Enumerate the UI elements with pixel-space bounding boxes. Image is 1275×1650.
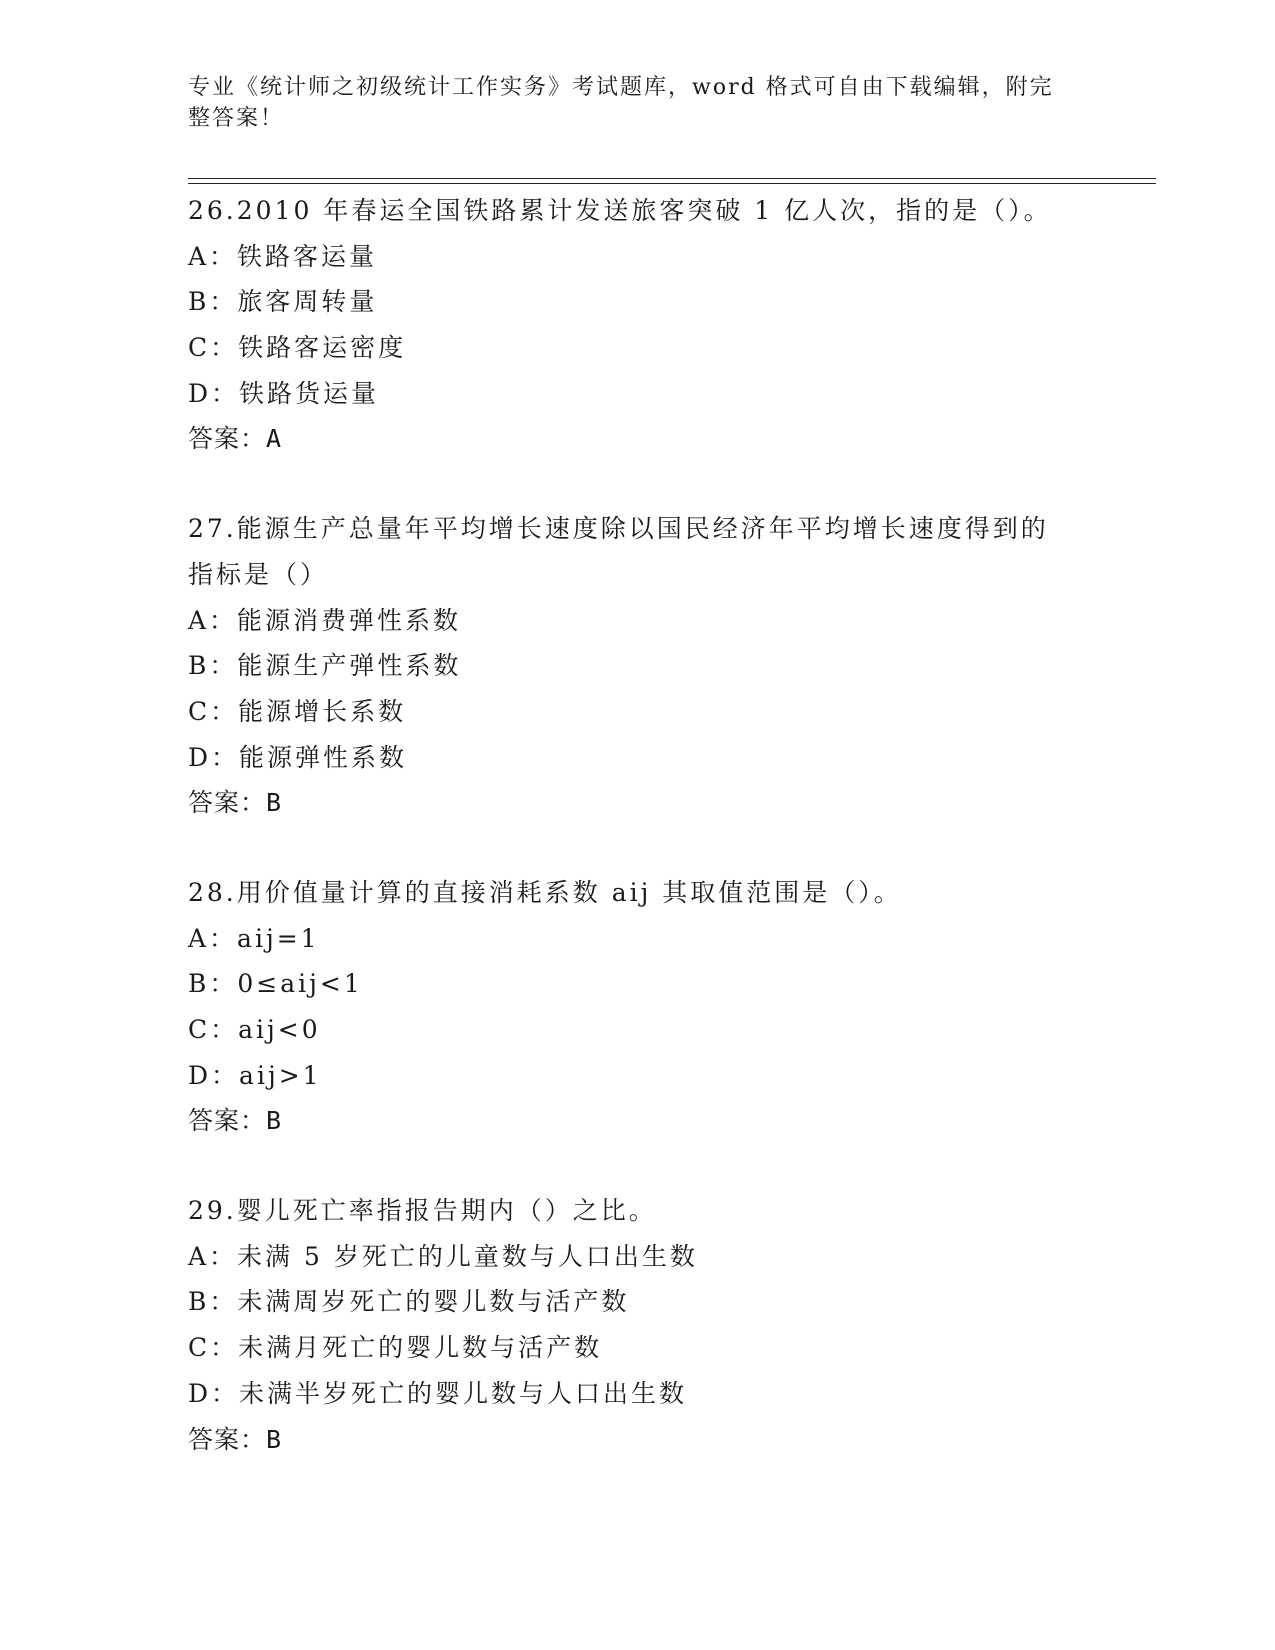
option-a: A：未满 5 岁死亡的儿童数与人口出生数 (188, 1241, 698, 1271)
question-26 (188, 188, 1088, 462)
answer-line: 答案：B (188, 1424, 283, 1454)
question-stem-line: 27.能源生产总量年平均增长速度除以国民经济年平均增长速度得到的 (188, 514, 1049, 544)
option-b: B：旅客周转量 (188, 287, 378, 317)
option-c: C：aij<0 (188, 1015, 321, 1044)
option-a: A：铁路客运量 (188, 241, 378, 271)
question-stem (188, 870, 1088, 916)
question-27 (188, 506, 1088, 826)
question-stem-line: 指标是（） (188, 559, 329, 589)
document-header (188, 72, 1068, 134)
question-28 (188, 870, 1088, 1144)
question-stem (188, 188, 1088, 234)
option-c: C：铁路客运密度 (188, 333, 407, 363)
option-b: B：0≤aij<1 (188, 969, 363, 999)
option-b: B：能源生产弹性系数 (188, 651, 462, 681)
question-stem (188, 1188, 1088, 1234)
option-a: A：能源消费弹性系数 (188, 605, 462, 635)
option-c: C：未满月死亡的婴儿数与活产数 (188, 1333, 603, 1363)
option-a: A：aij=1 (188, 923, 320, 953)
header-divider-bottom (188, 183, 1156, 184)
option-c: C：能源增长系数 (188, 696, 407, 726)
option-d: D：未满半岁死亡的婴儿数与人口出生数 (188, 1378, 688, 1408)
header-line-1: 专业《统计师之初级统计工作实务》考试题库，word 格式可自由下载编辑，附完 (188, 75, 1054, 100)
option-b: B：未满周岁死亡的婴儿数与活产数 (188, 1287, 630, 1317)
answer-line: 答案：A (188, 424, 283, 454)
question-stem (188, 506, 1088, 597)
question-list (188, 188, 1088, 1462)
question-stem-line: 29.婴儿死亡率指报告期内（）之比。 (188, 1196, 657, 1226)
option-d: D：能源弹性系数 (188, 742, 408, 772)
answer-line: 答案：B (188, 788, 283, 818)
header-divider-top (188, 178, 1156, 179)
question-29 (188, 1188, 1088, 1462)
header-line-2: 整答案！ (188, 106, 285, 131)
question-stem-line: 28.用价值量计算的直接消耗系数 aij 其取值范围是（）。 (188, 877, 902, 907)
answer-line: 答案：B (188, 1106, 283, 1136)
option-d: D：aij>1 (188, 1060, 322, 1090)
option-d: D：铁路货运量 (188, 378, 380, 408)
question-stem-line: 26.2010 年春运全国铁路累计发送旅客突破 1 亿人次，指的是（）。 (188, 196, 1052, 225)
